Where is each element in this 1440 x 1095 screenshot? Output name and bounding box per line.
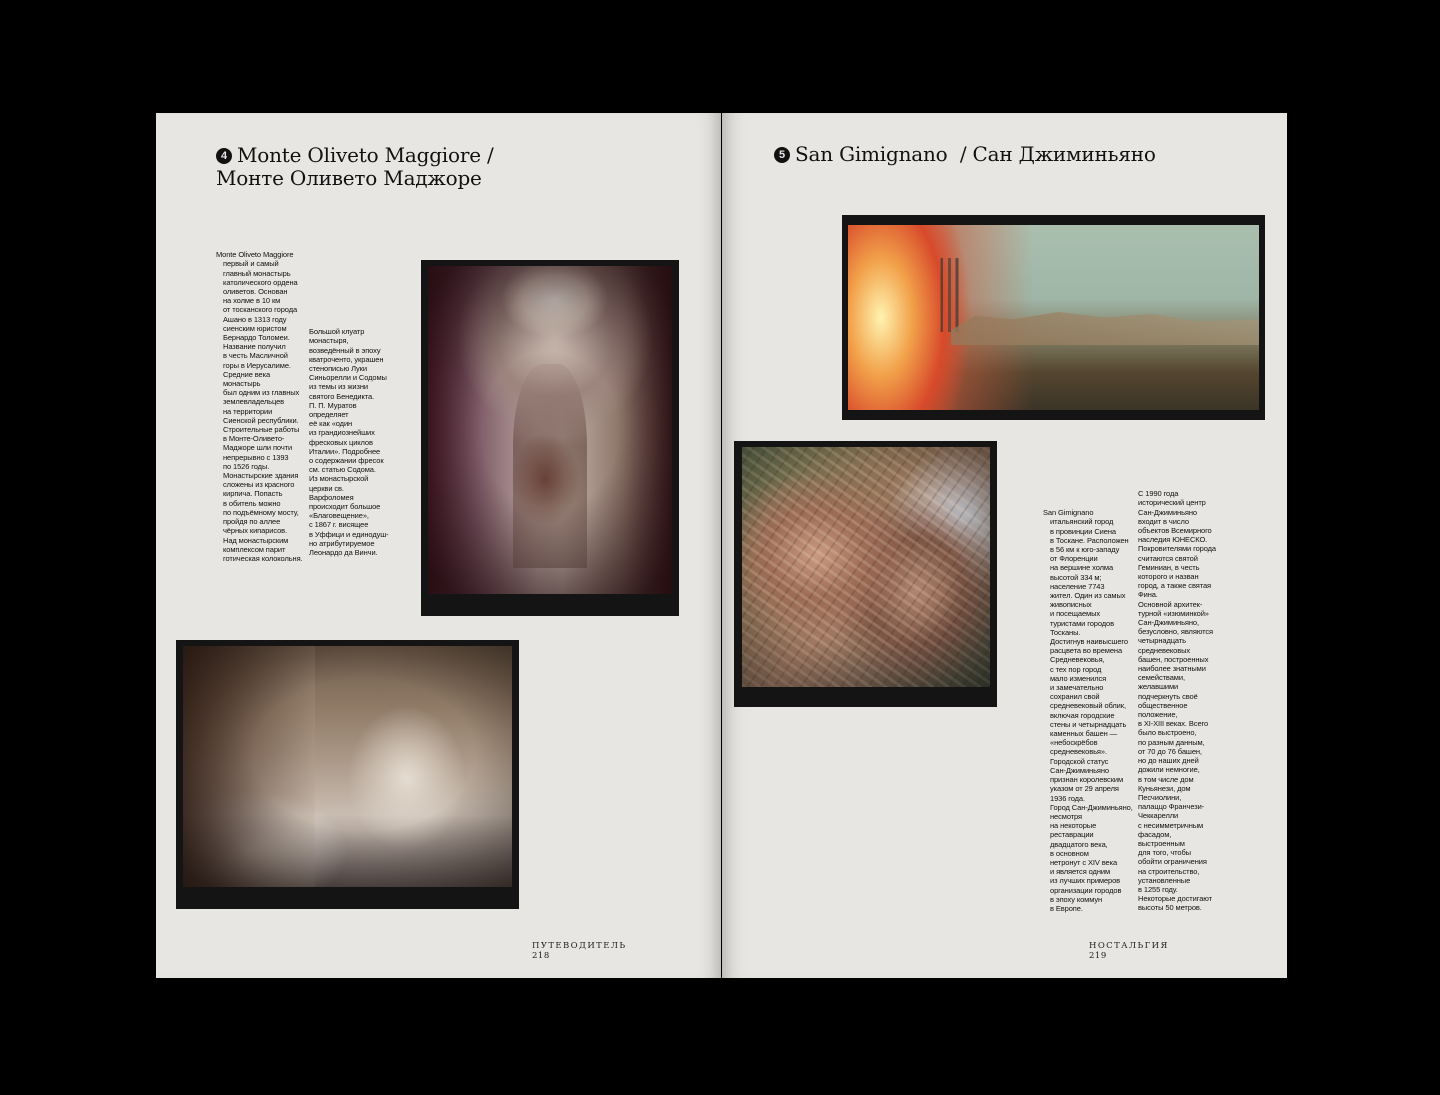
page-footer bbox=[532, 941, 626, 961]
article-column-1 bbox=[216, 241, 308, 572]
cloister-frescoes-photo bbox=[176, 640, 519, 909]
article-column-2 bbox=[309, 318, 401, 566]
page-number: 218 bbox=[532, 951, 550, 961]
article-column-1 bbox=[1043, 499, 1135, 922]
article-lead: Monte Oliveto Maggiore bbox=[216, 250, 294, 260]
article-body: Большой клуатр монастыря, возведённый в эпоху кватроченто, украшен стенописью Луки Синьорелли и Содомы из темы из жизни святого Бенедикта. П. П. Муратов определяет её как «один из грандиознейших фресковых циклов Италии». Подробнее о содержании фресок см. статью Содома. Из монастырской церкви св. Варфоломея происходит большое «Благовещение», с 1867 г. висящее в Уффици и единодуш- но атрибутируемое Леонардо да Винчи. bbox=[309, 327, 389, 558]
footer-section-label: НОСТАЛЬГИЯ bbox=[1089, 941, 1169, 951]
heading-line-1: Monte Oliveto Maggiore / bbox=[237, 143, 494, 167]
heading-line-2: Монте Оливето Маджоре bbox=[216, 166, 482, 190]
photo-image bbox=[428, 266, 672, 594]
article-body: первый и самый главный монастырь католического ордена оливетов. Основан на холме в 10 км от тосканского города Ашано в 1313 году сиенским юристом Бернардо Толомеи. Название получил в честь Масличной горы в Иерусалиме. Средние века монастырь был одним из главных землевладельцев на территории Сиенской республики. Строительные работы в Монте-Оливето- Маджоре шли почти непрерывно с 1393 по 1526 годы. Монастырские здания сложены из красного кирпича. Попасть в обитель можно по подъёмному мосту, пройдя по аллее чёрных кипарисов. Над монастырским комплексом парит готическая колокольня. bbox=[223, 259, 303, 563]
photo-image bbox=[183, 646, 512, 887]
section-heading-monte-oliveto bbox=[216, 144, 494, 190]
right-page bbox=[722, 113, 1287, 978]
left-page bbox=[156, 113, 721, 978]
church-interior-photo bbox=[421, 260, 679, 616]
article-body: итальянский город в провинции Сиена в Тоскане. Расположен в 56 км к юго-западу от Флоренции на вершине холма высотой 334 м; население 7743 жител. Один из самых живописных и посещаемых туристами городов Тосканы. Достигнув наивысшего расцвета во времена Средневековья, с тех пор город мало изменился и замечательно сохранил свой средневековый облик, включая городские стены и четырнадцать каменных башен — «небоскрёбов средневековья». Городской статус Сан-Джиминьяно признан королевским указом от 29 апреля 1936 года. Город Сан-Джиминьяно, несмотря на некоторые реставрации двадцатого века, в основном нетронут с XIV века и является одним из лучших примеров организации городов в эпоху коммун в Европе. bbox=[1050, 517, 1133, 913]
photo-image bbox=[742, 447, 990, 687]
page-footer bbox=[1089, 941, 1169, 961]
section-number-badge: 5 bbox=[774, 147, 790, 163]
footer-section-label: ПУТЕВОДИТЕЛЬ bbox=[532, 941, 627, 951]
photo-image bbox=[848, 225, 1259, 410]
heading-line-1: San Gimignano / Сан Джиминьяно bbox=[795, 142, 1156, 166]
section-heading-san-gimignano bbox=[774, 143, 1156, 166]
section-number-badge: 4 bbox=[216, 148, 232, 164]
page-number: 219 bbox=[1089, 951, 1107, 961]
article-column-2 bbox=[1134, 480, 1224, 922]
aerial-view-photo bbox=[734, 441, 997, 707]
san-gimignano-panorama-photo bbox=[842, 215, 1265, 420]
article-body: С 1990 года исторический центр Сан-Джиминьяно входит в число объектов Всемирного наследия ЮНЕСКО. Покровителями города считаются святой Геминиан, в честь которого и назван город, а также святая Фина. Основной архитек- турной «изюминкой» Сан-Джиминьяно, безусловно, являются четырнадцать средневековых башен, построенных наиболее знатными семействами, желавшими подчеркнуть своё общественное положение, в XI-XIII веках. Всего было выстроено, по разным данным, от 70 до 76 башен, но до наших дней дожили немногие, в том числе дом Куньянези, дом Песчиолини, палаццо Франчези- Чеккарелли с несимметричным фасадом, выстроенным для того, чтобы обойти ограничения на строительство, установленные в 1255 году. Некоторые достигают высоты 50 метров. bbox=[1138, 489, 1216, 913]
article-lead: San Gimignano bbox=[1043, 508, 1094, 518]
